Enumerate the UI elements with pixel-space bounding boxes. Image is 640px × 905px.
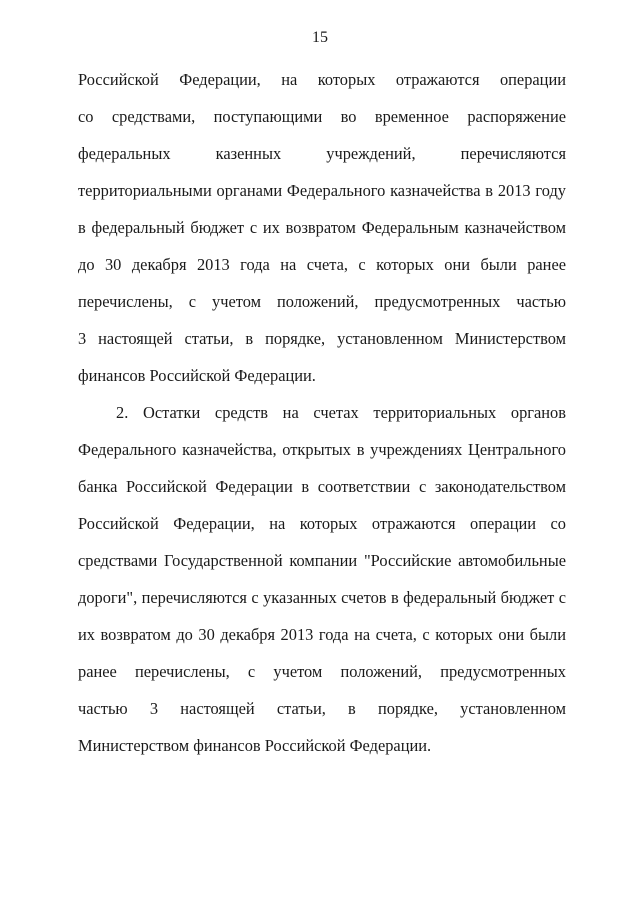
text-line: федеральных казенных учреждений, перечисляются [78, 144, 566, 163]
text-line: банка Российской Федерации в соответствии с законодательством [78, 477, 566, 496]
text-line: их возвратом до 30 декабря 2013 года на счета, с которых они были [78, 625, 566, 644]
text-line: перечислены, с учетом положений, предусмотренных частью [78, 292, 566, 311]
text-line: Российской Федерации, на которых отражаются операции [78, 70, 566, 89]
text-line: в федеральный бюджет с их возвратом Федеральным казначейством [78, 218, 566, 237]
page-number: 15 [312, 29, 328, 46]
text-line: Министерством финансов Российской Федерации. [78, 736, 432, 755]
text-line: 3 настоящей статьи, в порядке, установленном Министерством [78, 329, 566, 348]
text-line: финансов Российской Федерации. [78, 366, 316, 385]
text-line: дороги", перечисляются с указанных счетов в федеральный бюджет с [78, 588, 566, 607]
paragraph-2-first-line: 2. Остатки средств на счетах территориальных органов [116, 403, 566, 422]
text-line: территориальными органами Федерального казначейства в 2013 году [78, 181, 566, 200]
text-line: со средствами, поступающими во временное распоряжение [78, 107, 566, 126]
text-line: Российской Федерации, на которых отражаются операции со [78, 514, 566, 533]
text-line: частью 3 настоящей статьи, в порядке, установленном [78, 699, 566, 718]
text-line: Федерального казначейства, открытых в учреждениях Центрального [78, 440, 566, 459]
text-line: средствами Государственной компании "Российские автомобильные [78, 551, 566, 570]
text-line: до 30 декабря 2013 года на счета, с которых они были ранее [78, 255, 566, 274]
text-line: ранее перечислены, с учетом положений, предусмотренных [78, 662, 566, 681]
